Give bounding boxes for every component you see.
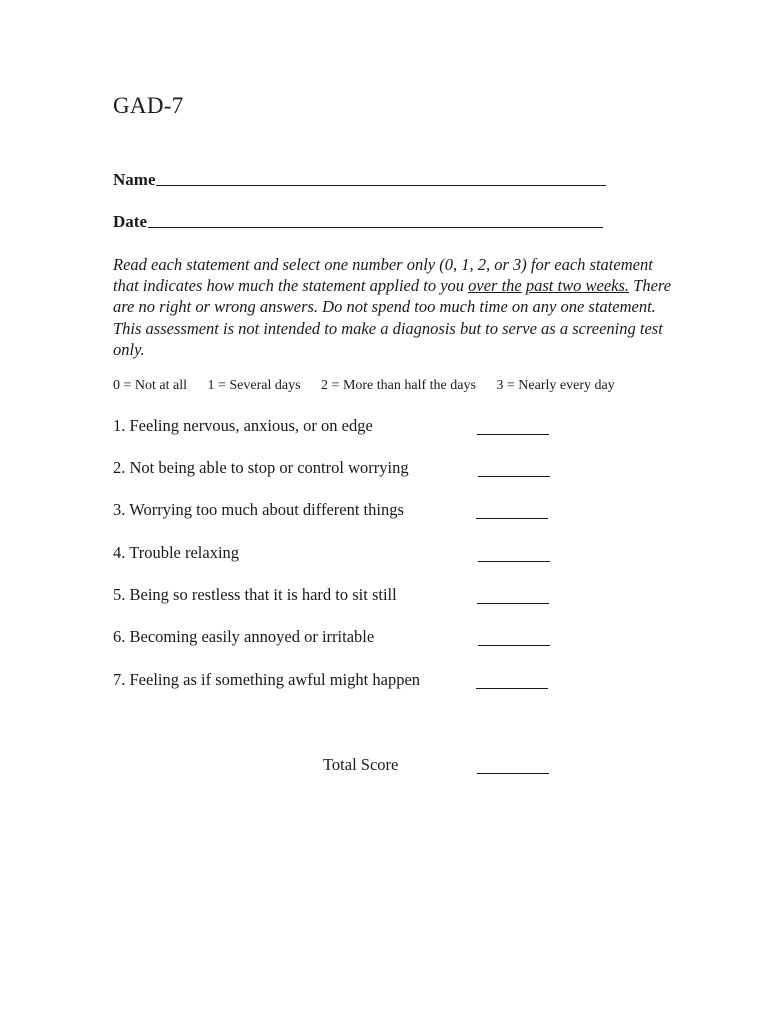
instructions-part2: There are no right or wrong answers. Do not spend too much time on any one statement. This assessment is not intended to make a diagnosis but to serve as a screening test only. — [113, 276, 672, 359]
date-field — [113, 212, 603, 232]
instructions — [113, 254, 673, 360]
form-title: GAD-7 — [113, 93, 184, 118]
question-5: 5. Being so restless that it is hard to sit still — [113, 585, 397, 604]
name-field — [113, 170, 606, 190]
answer-blank-5[interactable] — [477, 602, 549, 604]
answer-blank-6[interactable] — [478, 644, 550, 646]
name-label: Name — [113, 170, 156, 189]
question-2: 2. Not being able to stop or control worrying — [113, 458, 409, 477]
question-6: 6. Becoming easily annoyed or irritable — [113, 627, 375, 646]
question-4: 4. Trouble relaxing — [113, 543, 240, 562]
instructions-underlined-past-two-weeks: past two weeks. — [525, 276, 630, 296]
scale-option-1: 1 = Several days — [207, 378, 301, 393]
answer-blank-4[interactable] — [478, 560, 550, 562]
total-score-label: Total Score — [323, 755, 399, 774]
name-input-line[interactable] — [156, 184, 606, 186]
answer-blank-1[interactable] — [477, 433, 549, 435]
answer-blank-3[interactable] — [476, 517, 548, 519]
instructions-part1: Read each statement and select one number only (0, 1, 2, or 3) for each statement that indicates how much the statement applied to you — [113, 255, 653, 296]
total-score-blank[interactable] — [477, 772, 549, 774]
scale-option-0: 0 = Not at all — [113, 378, 187, 393]
instructions-underlined-over-the: over the — [468, 276, 522, 296]
question-3: 3. Worrying too much about different things — [113, 500, 404, 519]
question-7: 7. Feeling as if something awful might happen — [113, 670, 421, 689]
scale-option-3: 3 = Nearly every day — [496, 378, 615, 393]
date-input-line[interactable] — [148, 226, 603, 228]
answer-blank-2[interactable] — [478, 475, 550, 477]
question-1: 1. Feeling nervous, anxious, or on edge — [113, 416, 373, 435]
scale-option-2: 2 = More than half the days — [321, 378, 476, 393]
response-scale — [113, 378, 615, 394]
answer-blank-7[interactable] — [476, 687, 548, 689]
date-label: Date — [113, 212, 147, 231]
